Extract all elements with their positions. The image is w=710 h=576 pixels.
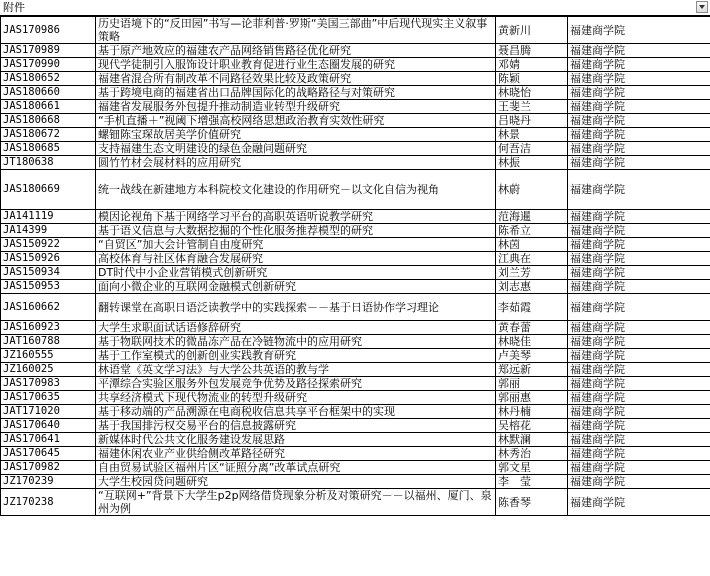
project-title-cell[interactable]: 自由贸易试验区福州片区“证照分离”改革试点研究 [96, 461, 496, 475]
author-cell[interactable]: 林景 [496, 128, 568, 142]
author-cell[interactable]: 李茹霞 [496, 294, 568, 321]
table-row [1, 377, 710, 391]
organization-cell[interactable]: 福建商学院 [568, 349, 710, 363]
table-row [1, 405, 710, 419]
project-id-cell[interactable]: JAS170641 [1, 433, 96, 447]
project-id-cell[interactable]: JAS180669 [1, 170, 96, 210]
table-row [1, 156, 710, 170]
project-id-cell[interactable]: JAS180652 [1, 72, 96, 86]
project-id-cell[interactable]: JAS170640 [1, 419, 96, 433]
author-cell[interactable]: 林丹楠 [496, 405, 568, 419]
project-id-cell[interactable]: JAS170986 [1, 17, 96, 44]
project-id-cell[interactable]: JAS170982 [1, 461, 96, 475]
author-cell[interactable]: 林晓怡 [496, 86, 568, 100]
author-cell[interactable]: 林秀治 [496, 447, 568, 461]
author-cell[interactable]: 范海暹 [496, 210, 568, 224]
organization-cell[interactable]: 福建商学院 [568, 321, 710, 335]
table-row [1, 72, 710, 86]
project-title-cell[interactable]: 模因论视角下基于网络学习平台的高职英语听说教学研究 [96, 210, 496, 224]
project-id-cell[interactable]: JAS150934 [1, 266, 96, 280]
project-id-cell[interactable]: JA14399 [1, 224, 96, 238]
project-title-cell[interactable]: 翻转课堂在高职日语泛读教学中的实践探索－－基于日语协作学习理论 [96, 294, 496, 321]
author-cell[interactable]: 林默澜 [496, 433, 568, 447]
table-row [1, 86, 710, 100]
project-title-cell[interactable]: 大学生校园贷问题研究 [96, 475, 496, 489]
table-row [1, 335, 710, 349]
table-row [1, 238, 710, 252]
project-id-cell[interactable]: JAS150953 [1, 280, 96, 294]
author-cell[interactable]: 黄新川 [496, 17, 568, 44]
author-cell[interactable]: 陈希立 [496, 224, 568, 238]
table-row [1, 447, 710, 461]
project-id-cell[interactable]: JAS170983 [1, 377, 96, 391]
author-cell[interactable]: 江典在 [496, 252, 568, 266]
table-row [1, 17, 710, 44]
author-cell[interactable]: 郭文星 [496, 461, 568, 475]
project-title-cell[interactable]: 平潭综合实验区服务外包发展竞争优势及路径探索研究 [96, 377, 496, 391]
table-row [1, 363, 710, 377]
project-title-cell[interactable]: 螺钿陈宝琛故居美学价值研究 [96, 128, 496, 142]
author-cell[interactable]: 郭丽惠 [496, 391, 568, 405]
organization-cell[interactable]: 福建商学院 [568, 210, 710, 224]
project-id-cell[interactable]: JAT160788 [1, 335, 96, 349]
organization-cell[interactable]: 福建商学院 [568, 170, 710, 210]
table-row [1, 224, 710, 238]
author-cell[interactable]: 林晓佳 [496, 335, 568, 349]
project-title-cell[interactable]: 基于语义信息与大数据挖掘的个性化服务推荐模型的研究 [96, 224, 496, 238]
organization-cell[interactable]: 福建商学院 [568, 128, 710, 142]
organization-cell[interactable]: 福建商学院 [568, 58, 710, 72]
table-row [1, 142, 710, 156]
organization-cell[interactable]: 福建商学院 [568, 44, 710, 58]
organization-cell[interactable]: 福建商学院 [568, 447, 710, 461]
project-id-cell[interactable]: JAS180668 [1, 114, 96, 128]
author-cell[interactable]: 何吾洁 [496, 142, 568, 156]
project-id-cell[interactable]: JAS180660 [1, 86, 96, 100]
project-id-cell[interactable]: JT180638 [1, 156, 96, 170]
table-row [1, 294, 710, 321]
organization-cell[interactable]: 福建商学院 [568, 489, 710, 516]
project-id-cell[interactable]: JAS160923 [1, 321, 96, 335]
author-cell[interactable]: 陈颖 [496, 72, 568, 86]
project-title-cell[interactable]: 基于跨境电商的福建省出口品牌国际化的战略路径与对策研究 [96, 86, 496, 100]
author-cell[interactable]: 吕晓丹 [496, 114, 568, 128]
organization-cell[interactable]: 福建商学院 [568, 238, 710, 252]
project-title-cell[interactable]: 现代学徒制引入服饰设计职业教育促进行业生态圈发展的研究 [96, 58, 496, 72]
organization-cell[interactable]: 福建商学院 [568, 266, 710, 280]
table-row [1, 266, 710, 280]
organization-cell[interactable]: 福建商学院 [568, 405, 710, 419]
table-row [1, 44, 710, 58]
table-row [1, 100, 710, 114]
organization-cell[interactable]: 福建商学院 [568, 252, 710, 266]
organization-cell[interactable]: 福建商学院 [568, 461, 710, 475]
table-row [1, 489, 710, 516]
sheet-title: 附件 [3, 1, 25, 14]
author-cell[interactable]: 吴榕花 [496, 419, 568, 433]
project-id-cell[interactable]: JAS160662 [1, 294, 96, 321]
project-table [0, 16, 710, 516]
author-cell[interactable]: 黄春蕾 [496, 321, 568, 335]
organization-cell[interactable]: 福建商学院 [568, 294, 710, 321]
project-title-cell[interactable]: 林语堂《英文学习法》与大学公共英语的教与学 [96, 363, 496, 377]
organization-cell[interactable]: 福建商学院 [568, 335, 710, 349]
author-cell[interactable]: 林茵 [496, 238, 568, 252]
table-row [1, 170, 710, 210]
project-id-cell[interactable]: JZ160025 [1, 363, 96, 377]
project-id-cell[interactable]: JAS180661 [1, 100, 96, 114]
organization-cell[interactable]: 福建商学院 [568, 114, 710, 128]
project-id-cell[interactable]: JZ160555 [1, 349, 96, 363]
project-id-cell[interactable]: JAT171020 [1, 405, 96, 419]
table-row [1, 128, 710, 142]
project-title-cell[interactable]: 基于移动端的产品溯源在电商税收信息共享平台框架中的实现 [96, 405, 496, 419]
project-id-cell[interactable]: JAS170989 [1, 44, 96, 58]
project-id-cell[interactable]: JZ170239 [1, 475, 96, 489]
table-row [1, 58, 710, 72]
table-row [1, 461, 710, 475]
project-title-cell[interactable]: 圆竹竹材会展材料的应用研究 [96, 156, 496, 170]
organization-cell[interactable]: 福建商学院 [568, 156, 710, 170]
project-title-cell[interactable]: 共享经济模式下现代物流业的转型升级研究 [96, 391, 496, 405]
project-title-cell[interactable]: 基于工作室模式的创新创业实践教育研究 [96, 349, 496, 363]
project-id-cell[interactable]: JAS170990 [1, 58, 96, 72]
author-cell[interactable]: 林蔚 [496, 170, 568, 210]
project-id-cell[interactable]: JAS150922 [1, 238, 96, 252]
author-cell[interactable]: 郑远新 [496, 363, 568, 377]
project-title-cell[interactable]: 大学生求职面试话语修辞研究 [96, 321, 496, 335]
project-title-cell[interactable]: 基于原产地效应的福建农产品网络销售路径优化研究 [96, 44, 496, 58]
organization-cell[interactable]: 福建商学院 [568, 100, 710, 114]
author-cell[interactable]: 刘志惠 [496, 280, 568, 294]
table-row [1, 349, 710, 363]
project-id-cell[interactable]: JZ170238 [1, 489, 96, 516]
organization-cell[interactable]: 福建商学院 [568, 72, 710, 86]
project-title-cell[interactable]: 福建省发展服务外包提升推动制造业转型升级研究 [96, 100, 496, 114]
project-title-cell[interactable]: 面向小微企业的互联网金融模式创新研究 [96, 280, 496, 294]
organization-cell[interactable]: 福建商学院 [568, 419, 710, 433]
filter-dropdown-icon[interactable] [696, 1, 708, 13]
organization-cell[interactable]: 福建商学院 [568, 377, 710, 391]
project-title-cell[interactable]: 新媒体时代公共文化服务建设发展思路 [96, 433, 496, 447]
project-title-cell[interactable]: 统一战线在新建地方本科院校文化建设的作用研究－以文化自信为视角 [96, 170, 496, 210]
project-title-cell[interactable]: 支持福建生态文明建设的绿色金融问题研究 [96, 142, 496, 156]
project-title-cell[interactable]: 历史语境下的“反田园”书写—论菲利普·罗斯“美国三部曲”中后现代现实主义叙事策略 [96, 17, 496, 44]
author-cell[interactable]: 林振 [496, 156, 568, 170]
project-id-cell[interactable]: JAS170635 [1, 391, 96, 405]
project-id-cell[interactable]: JAS180672 [1, 128, 96, 142]
organization-cell[interactable]: 福建商学院 [568, 17, 710, 44]
table-row [1, 252, 710, 266]
project-title-cell[interactable]: 基于我国排污权交易平台的信息披露研究 [96, 419, 496, 433]
table-row [1, 391, 710, 405]
table-row [1, 433, 710, 447]
organization-cell[interactable]: 福建商学院 [568, 280, 710, 294]
author-cell[interactable]: 卢美琴 [496, 349, 568, 363]
table-row [1, 321, 710, 335]
table-row [1, 475, 710, 489]
table-row [1, 210, 710, 224]
organization-cell[interactable]: 福建商学院 [568, 86, 710, 100]
project-title-cell[interactable]: 福建休闲农业产业供给侧改革路径研究 [96, 447, 496, 461]
project-title-cell[interactable]: “手机直播＋”视阈下增强高校网络思想政治教育实效性研究 [96, 114, 496, 128]
sheet-header-row [0, 0, 710, 16]
organization-cell[interactable]: 福建商学院 [568, 391, 710, 405]
organization-cell[interactable]: 福建商学院 [568, 224, 710, 238]
author-cell[interactable]: 郭丽 [496, 377, 568, 391]
project-id-cell[interactable]: JAS170645 [1, 447, 96, 461]
project-id-cell[interactable]: JA141119 [1, 210, 96, 224]
project-title-cell[interactable]: 高校体育与社区体育融合发展研究 [96, 252, 496, 266]
project-id-cell[interactable]: JAS180685 [1, 142, 96, 156]
project-title-cell[interactable]: “自贸区”加大会计管制自由度研究 [96, 238, 496, 252]
project-title-cell[interactable]: DT时代中小企业营销模式创新研究 [96, 266, 496, 280]
table-row [1, 280, 710, 294]
table-row [1, 114, 710, 128]
project-title-cell[interactable]: 福建省混合所有制改革不同路径效果比较及政策研究 [96, 72, 496, 86]
table-row [1, 419, 710, 433]
organization-cell[interactable]: 福建商学院 [568, 433, 710, 447]
project-title-cell[interactable]: 基于物联网技术的微晶冻产品在冷链物流中的应用研究 [96, 335, 496, 349]
organization-cell[interactable]: 福建商学院 [568, 475, 710, 489]
author-cell[interactable]: 聂昌腾 [496, 44, 568, 58]
author-cell[interactable]: 王斐兰 [496, 100, 568, 114]
author-cell[interactable]: 邓婧 [496, 58, 568, 72]
author-cell[interactable]: 陈香琴 [496, 489, 568, 516]
organization-cell[interactable]: 福建商学院 [568, 142, 710, 156]
organization-cell[interactable]: 福建商学院 [568, 363, 710, 377]
project-id-cell[interactable]: JAS150926 [1, 252, 96, 266]
author-cell[interactable]: 刘兰芳 [496, 266, 568, 280]
project-title-cell[interactable]: “互联网+”背景下大学生p2p网络借贷现象分析及对策研究－－以福州、厦门、泉州为例 [96, 489, 496, 516]
author-cell[interactable]: 李 莹 [496, 475, 568, 489]
